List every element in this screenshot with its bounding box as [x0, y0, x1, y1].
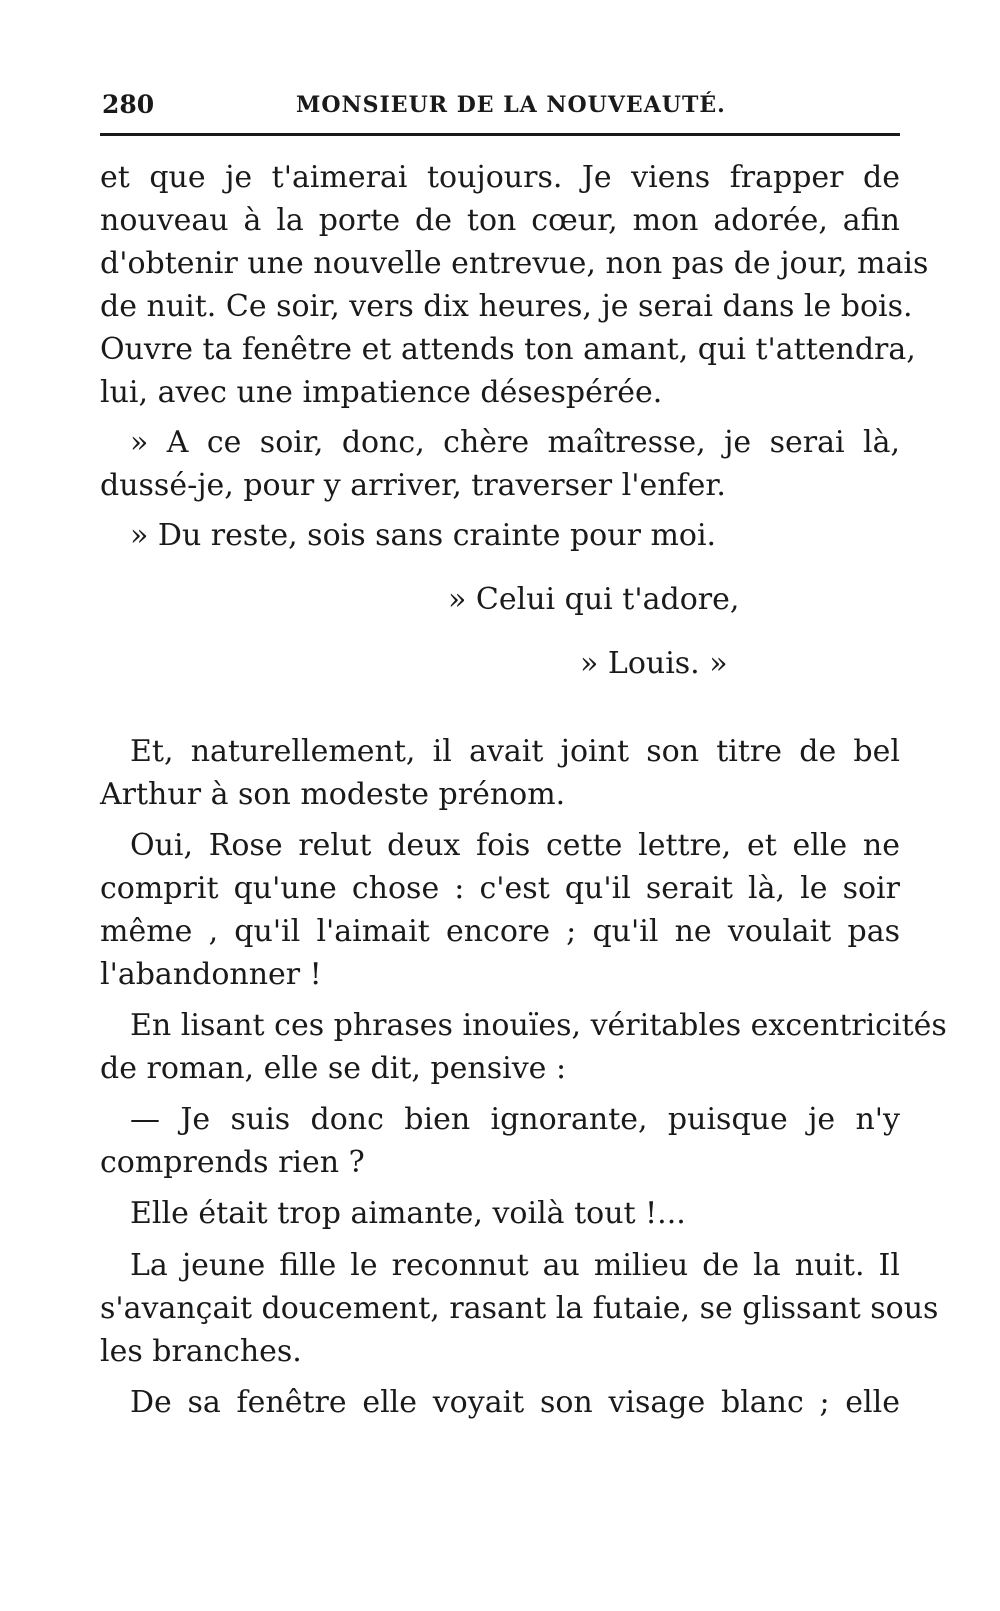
- text-line: De sa fenêtre elle voyait son visage blanc ; elle: [130, 1385, 900, 1420]
- text-line: de roman, elle se dit, pensive :: [100, 1051, 567, 1086]
- text-line: Oui, Rose relut deux fois cette lettre, et elle ne: [130, 828, 900, 863]
- text-line: Ouvre ta fenêtre et attends ton amant, qui t'attendra,: [100, 332, 916, 367]
- text-line: Elle était trop aimante, voilà tout !...: [130, 1196, 686, 1231]
- text-line: dussé-je, pour y arriver, traverser l'enfer.: [100, 468, 726, 503]
- text-line: et que je t'aimerai toujours. Je viens frapper de: [100, 160, 900, 195]
- text-line: lui, avec une impatience désespérée.: [100, 375, 663, 410]
- running-title: MONSIEUR DE LA NOUVEAUTÉ.: [296, 92, 726, 118]
- header-rule: [100, 133, 900, 136]
- page-number: 280: [102, 90, 155, 119]
- text-line: » A ce soir, donc, chère maîtresse, je serai là,: [130, 425, 900, 460]
- text-line: de nuit. Ce soir, vers dix heures, je serai dans le bois.: [100, 289, 913, 324]
- text-line: Arthur à son modeste prénom.: [100, 777, 566, 812]
- text-line: La jeune fille le reconnut au milieu de la nuit. Il: [130, 1248, 900, 1283]
- letter-signature: » Louis. »: [580, 646, 728, 681]
- text-line: l'abandonner !: [100, 957, 322, 992]
- text-line: comprends rien ?: [100, 1145, 365, 1180]
- text-line: En lisant ces phrases inouïes, véritables excentricités: [130, 1008, 947, 1043]
- text-line: comprit qu'une chose : c'est qu'il serait là, le soir: [100, 871, 900, 906]
- letter-closing: » Celui qui t'adore,: [448, 582, 740, 617]
- text-line: » Du reste, sois sans crainte pour moi.: [130, 518, 717, 553]
- text-line: les branches.: [100, 1334, 302, 1369]
- text-line: s'avançait doucement, rasant la futaie, se glissant sous: [100, 1291, 939, 1326]
- text-line: — Je suis donc bien ignorante, puisque je n'y: [130, 1102, 900, 1137]
- text-line: d'obtenir une nouvelle entrevue, non pas de jour, mais: [100, 246, 929, 281]
- text-line: même , qu'il l'aimait encore ; qu'il ne voulait pas: [100, 914, 900, 949]
- text-line: Et, naturellement, il avait joint son titre de bel: [130, 734, 900, 769]
- text-line: nouveau à la porte de ton cœur, mon adorée, afin: [100, 203, 900, 238]
- page-header: [100, 86, 900, 126]
